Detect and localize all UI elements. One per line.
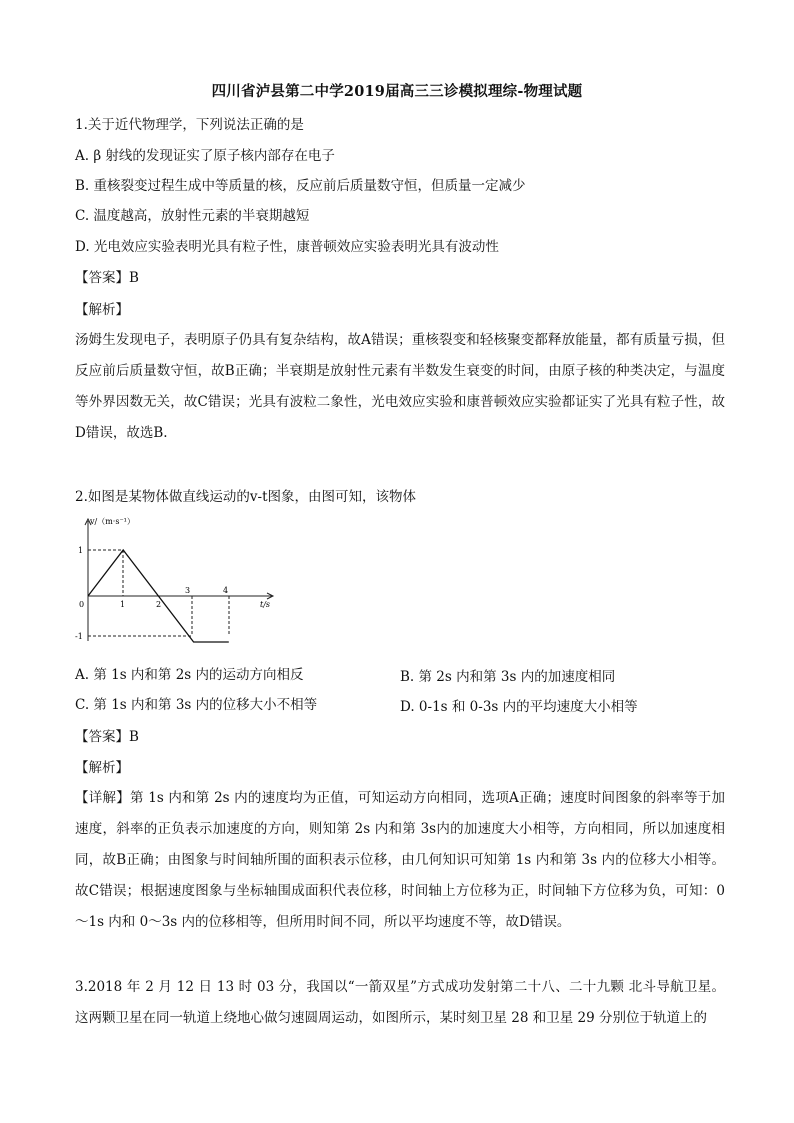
tick-y-1: 1 — [78, 546, 84, 555]
q1-stem: 1.关于近代物理学，下列说法正确的是 — [75, 117, 304, 133]
q1-analysis-label: 【解析】 — [75, 302, 129, 318]
q2-analysis: 【详解】第 1s 内和第 2s 内的速度均为正值，可知运动方向相同，选项A正确；速度时间图象的斜率等于加速度，斜率的正负表示加速度的方向，则知第 2s 内和第 3s内的加速度大小相等，方向相同，所以加速度相同，故B正确；由图象与时间轴所围的面积表示位移，由几何知识可知第 1s 内和第 3s 内的位移大小相等。故C错误；根据速度图象与坐标轴围成面积代表位移，时间轴上方位移为正，时间轴下方位移为负，可知：0～1s 内和 0～3s 内的位移相等，但所用时间不同，所以平均速度不等，故D错误。 — [75, 790, 725, 930]
tick-x-2: 2 — [156, 600, 162, 609]
q1-option-c: C. 温度越高，放射性元素的半衰期越短 — [75, 208, 310, 224]
vt-graph — [74, 513, 284, 648]
q2-option-a: A. 第 1s 内和第 2s 内的运动方向相反 — [75, 667, 304, 683]
origin-label: 0 — [79, 600, 85, 609]
x-axis-label: t/s — [260, 600, 271, 609]
q2-analysis-label: 【解析】 — [75, 760, 129, 776]
q1-analysis: 汤姆生发现电子，表明原子仍具有复杂结构，故A错误；重核裂变和轻核聚变都释放能量，都有质量亏损，但反应前后质量数守恒，故B正确；半衰期是放射性元素有半数发生衰变的时间，由原子核的种类决定，与温度等外界因数无关，故C错误；光具有波粒二象性，光电效应实验和康普顿效应实验都证实了光具有粒子性，故D错误，故选B. — [75, 332, 725, 441]
page-title: 四川省泸县第二中学2019届高三三诊模拟理综-物理试题 — [211, 83, 583, 100]
q3-stem: 3.2018 年 2 月 12 日 13 时 03 分，我国以“一箭双星”方式成功发射第二十八、二十九颗 北斗导航卫星。这两颗卫星在同一轨道上绕地心做匀速圆周运动，如图所示，某时刻卫星 28 和卫星 29 分别位于轨道上的 — [75, 979, 725, 1026]
q1-option-d: D. 光电效应实验表明光具有粒子性，康普顿效应实验表明光具有波动性 — [75, 239, 499, 255]
q2-answer: 【答案】B — [75, 729, 139, 745]
tick-x-3: 3 — [185, 586, 191, 595]
tick-x-1: 1 — [120, 600, 126, 609]
tick-x-4: 4 — [223, 586, 229, 595]
tick-y-neg1: -1 — [75, 632, 83, 641]
q1-option-a: A. β 射线的发现证实了原子核内部存在电子 — [75, 148, 335, 164]
y-axis-label: v/（m·s⁻¹） — [90, 517, 135, 526]
q2-option-c: C. 第 1s 内和第 3s 内的位移大小不相等 — [75, 697, 318, 713]
q1-option-b: B. 重核裂变过程生成中等质量的核，反应前后质量数守恒，但质量一定减少 — [75, 178, 526, 194]
q2-stem: 2.如图是某物体做直线运动的v-t图象，由图可知，该物体 — [75, 489, 416, 505]
q2-option-b: B. 第 2s 内和第 3s 内的加速度相同 — [400, 669, 616, 685]
q2-option-d: D. 0-1s 和 0-3s 内的平均速度大小相等 — [400, 699, 638, 715]
q1-answer: 【答案】B — [75, 270, 139, 286]
